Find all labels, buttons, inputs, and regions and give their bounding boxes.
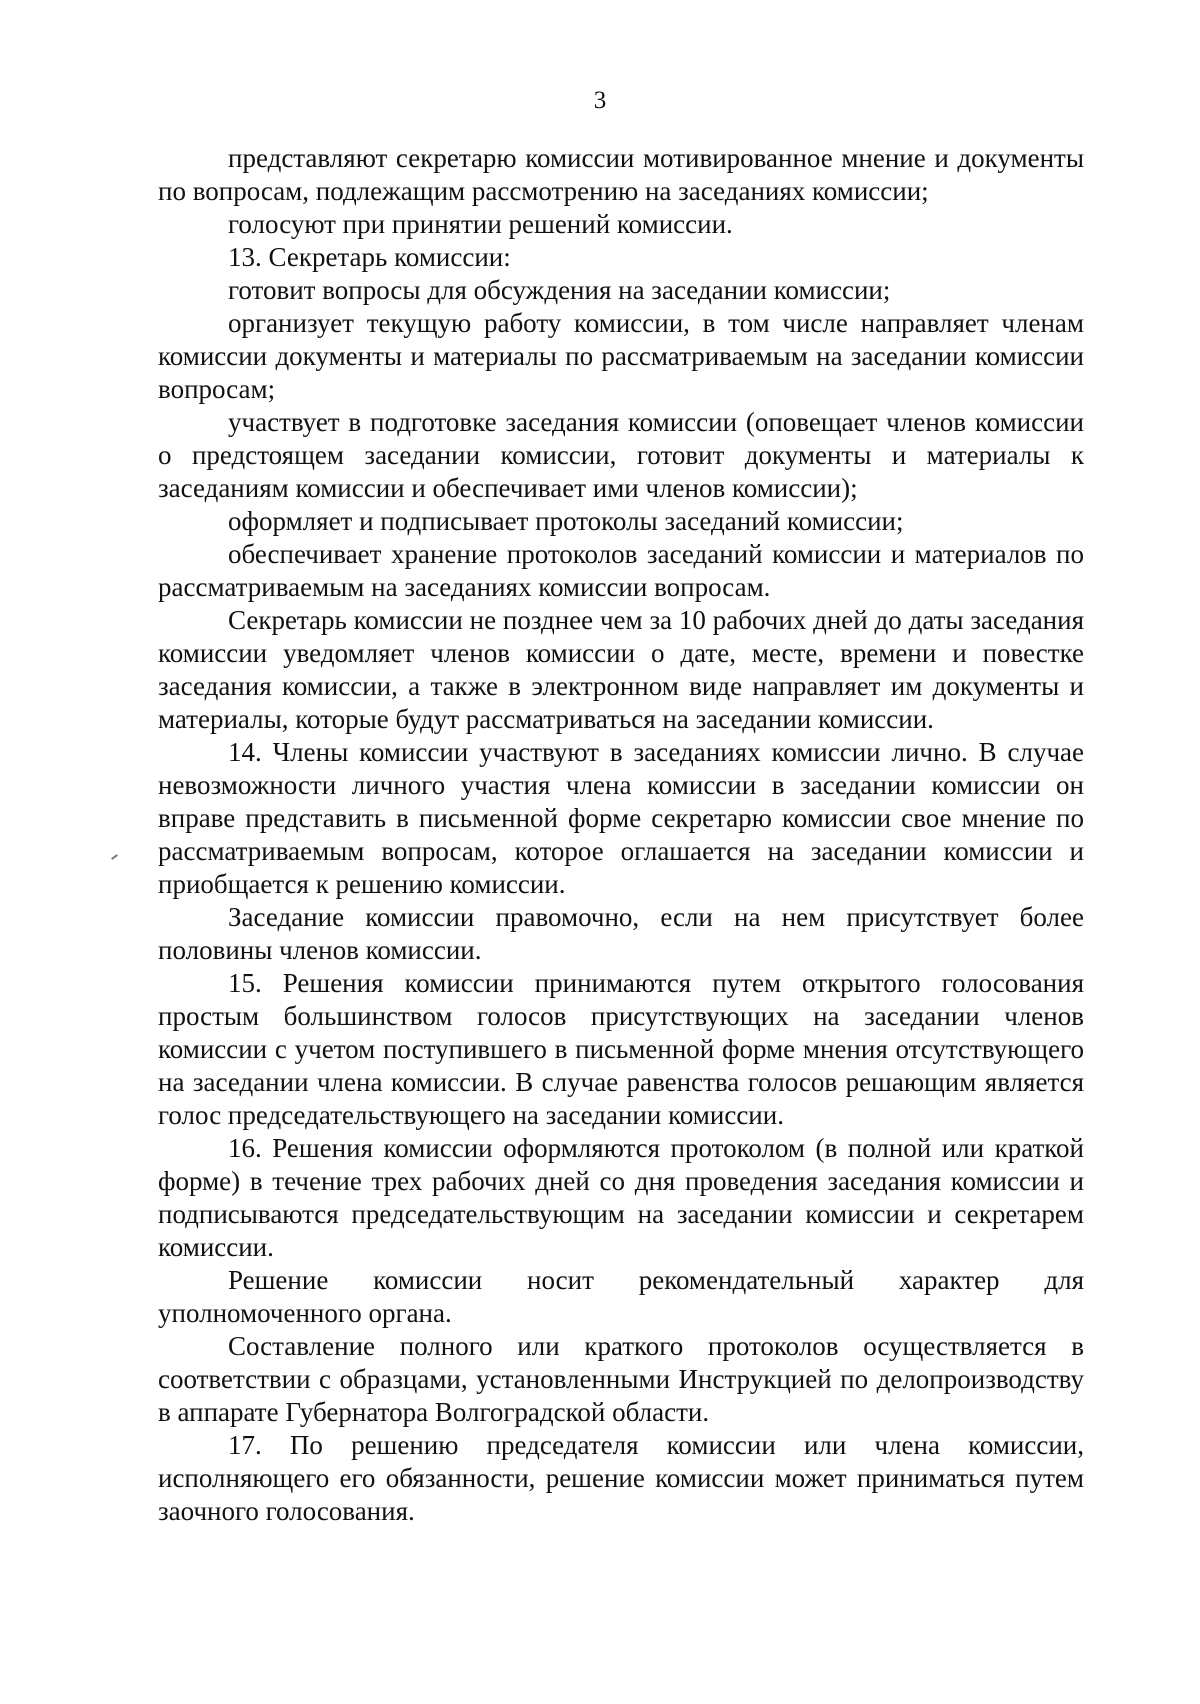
paragraph-secretary-notification: Секретарь комиссии не позднее чем за 10 рабочих дней до даты заседания комиссии уведомляет членов комиссии о дате, месте, времени и повестке заседания комиссии, а также в электронном виде направляет им документы и материалы, которые будут рассматриваться на заседании комиссии.: [158, 605, 1084, 734]
paragraph-decision-advisory: Решение комиссии носит рекомендательный характер для уполномоченного органа.: [158, 1265, 1084, 1328]
paragraph-13-heading: 13. Секретарь комиссии:: [228, 242, 511, 272]
paragraph-secretary-storage: обеспечивает хранение протоколов заседаний комиссии и материалов по рассматриваемым на заседаниях комиссии вопросам.: [158, 539, 1084, 602]
paragraph-secretary-organizes: организует текущую работу комиссии, в том числе направляет членам комиссии документы и материалы по рассматриваемым на заседании комиссии вопросам;: [158, 308, 1084, 404]
paragraph-protocol-forms: Составление полного или краткого протоколов осуществляется в соответствии с образцами, установленными Инструкцией по делопроизводству в аппарате Губернатора Волгоградской области.: [158, 1331, 1084, 1427]
paragraph-quorum: Заседание комиссии правомочно, если на нем присутствует более половины членов комиссии.: [158, 902, 1084, 965]
page-number: 3: [593, 87, 607, 114]
paragraph-members-submit-opinion: представляют секретарю комиссии мотивированное мнение и документы по вопросам, подлежащим рассмотрению на заседаниях комиссии;: [158, 143, 1084, 206]
paragraph-15: 15. Решения комиссии принимаются путем открытого голосования простым большинством голосов присутствующих на заседании членов комиссии с учетом поступившего в письменной форме мнения отсутствующего на заседании члена комиссии. В случае равенства голосов решающим является голос председательствующего на заседании комиссии.: [158, 968, 1084, 1130]
paragraph-members-vote: голосуют при принятии решений комиссии.: [228, 209, 733, 239]
paragraph-14: 14. Члены комиссии участвуют в заседаниях комиссии лично. В случае невозможности личного участия члена комиссии в заседании комиссии он вправе представить в письменной форме секретарю комиссии свое мнение по рассматриваемым вопросам, которое оглашается на заседании комиссии и приобщается к решению комиссии.: [158, 737, 1084, 899]
paragraph-17: 17. По решению председателя комиссии или члена комиссии, исполняющего его обязанности, решение комиссии может приниматься путем заочного голосования.: [158, 1430, 1084, 1526]
paragraph-secretary-prepares: готовит вопросы для обсуждения на заседании комиссии;: [228, 275, 891, 305]
scan-speck: [111, 854, 118, 860]
paragraph-16: 16. Решения комиссии оформляются протоколом (в полной или краткой форме) в течение трех рабочих дней со дня проведения заседания комиссии и подписываются председательствующим на заседании комиссии и секретарем комиссии.: [158, 1133, 1084, 1262]
document-body: [158, 142, 1084, 1528]
paragraph-secretary-protocols: оформляет и подписывает протоколы заседаний комиссии;: [228, 506, 904, 536]
paragraph-secretary-participates: участвует в подготовке заседания комиссии (оповещает членов комиссии о предстоящем заседании комиссии, готовит документы и материалы к заседаниям комиссии и обеспечивает ими членов комиссии);: [158, 407, 1084, 503]
